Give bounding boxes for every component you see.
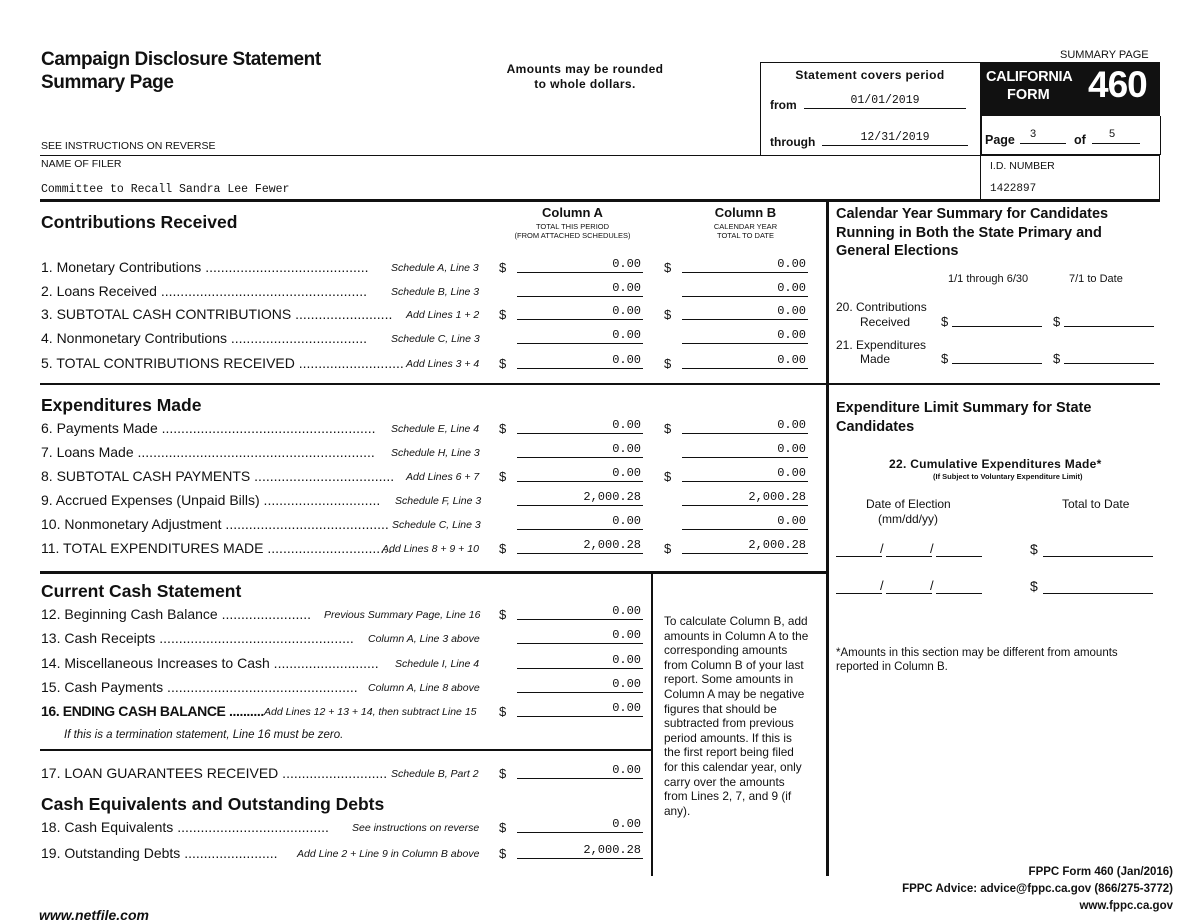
column-a-value: 2,000.28 [583,538,641,552]
column-a-value: 0.00 [612,418,641,432]
amount-line [682,481,808,482]
equivalents-heading: Cash Equivalents and Outstanding Debts [41,794,385,814]
column-a-value: 0.00 [612,653,641,667]
amount-line [517,643,643,644]
form-state: CALIFORNIA [986,69,1073,85]
row-reference: Add Lines 8 + 9 + 10 [382,543,479,555]
note-line: from Lines 2, 7, and 9 (if [664,789,792,804]
row20-col1-line [952,326,1042,327]
note-line: corresponding amounts [664,643,788,658]
contrib-bottom-rule [40,383,1160,385]
note-line: any). [664,803,691,818]
total-line [1043,556,1153,557]
limit-note-line1: *Amounts in this section may be different from amounts [836,647,1118,659]
amount-line [517,668,643,669]
column-a-value: 0.00 [612,701,641,715]
amount-line [682,553,808,554]
row-reference: Column A, Line 3 above [368,633,480,645]
dollar-sign: $ [664,307,672,322]
calendar-col2-label: 7/1 to Date [1069,273,1123,285]
row-label: 11. TOTAL EXPENDITURES MADE ................................ [41,540,392,556]
dollar-sign: $ [664,260,672,275]
column-b-value: 0.00 [777,328,806,342]
row-label: 3. SUBTOTAL CASH CONTRIBUTIONS ......................... [41,306,393,322]
cash-bottom-rule [40,749,652,751]
column-a-value: 0.00 [612,604,641,618]
row-label: 5. TOTAL CONTRIBUTIONS RECEIVED ........................... [41,355,404,371]
netfile-link[interactable]: www.netfile.com [39,907,149,923]
item-22-sub: (If Subject to Voluntary Expenditure Limit) [933,472,1083,481]
row20-label-b: Received [860,315,911,329]
row-label: 13. Cash Receipts .................................................. [41,630,354,646]
row20-label-a: 20. Contributions [836,300,927,314]
exp-bottom-rule [40,571,828,574]
dollar-sign: $ [1030,541,1038,557]
amount-line [682,319,808,320]
row-reference: Add Lines 3 + 4 [406,358,480,370]
row-reference: Schedule B, Line 3 [391,286,480,298]
column-b-value: 0.00 [777,353,806,367]
column-b-value: 0.00 [777,281,806,295]
through-line [822,145,968,146]
through-label: through [770,135,816,149]
through-date: 12/31/2019 [860,131,930,144]
column-b-value: 0.00 [777,442,806,456]
amount-line [517,778,643,779]
row-label: 9. Accrued Expenses (Unpaid Bills) .............................. [41,492,381,508]
from-line [804,108,966,109]
note-divider [651,572,653,876]
page-total: 5 [1108,129,1116,141]
note-line: amounts in Column A to the [664,628,809,643]
row21-col2-line [1064,363,1154,364]
row-reference: See instructions on reverse [352,822,480,834]
date-slash: / [930,541,934,556]
see-instructions: SEE INSTRUCTIONS ON REVERSE [41,140,216,152]
expenditures-heading: Expenditures Made [41,395,202,415]
dollar-sign: $ [499,307,507,322]
row-label: 16. ENDING CASH BALANCE .......... [41,703,264,719]
note-line: for this calendar year, only [664,759,802,774]
fppc-website: www.fppc.ca.gov [1079,900,1173,912]
dollar-sign: $ [499,260,507,275]
item-22-label: 22. Cumulative Expenditures Made* [889,457,1102,471]
form-title-line2: Summary Page [41,72,174,93]
row-reference: Add Lines 6 + 7 [406,471,480,483]
date-line [936,593,982,594]
calendar-heading [836,205,1108,261]
row21-col1-line [952,363,1042,364]
amount-line [682,505,808,506]
column-b-title: Column B [714,205,777,220]
period-label: Statement covers period [795,68,945,82]
amount-line [517,505,643,506]
total-to-date-label: Total to Date [1062,497,1130,511]
row-label: 15. Cash Payments ................................................. [41,679,358,695]
date-slash: / [930,578,934,593]
column-a-sub2: (FROM ATTACHED SCHEDULES) [514,231,631,240]
dollar-sign: $ [664,469,672,484]
dollar-sign: $ [499,766,507,781]
rounding-note-line1: Amounts may be rounded [506,62,664,76]
dollar-sign: $ [1053,314,1061,329]
column-b-sub1: CALENDAR YEAR [713,222,778,231]
column-a-value: 0.00 [612,514,641,528]
dollar-sign: $ [664,541,672,556]
right-panel-divider [826,200,829,876]
note-line: subtracted from previous [664,716,794,731]
page-line [1020,143,1066,144]
amount-line [517,553,643,554]
dollar-sign: $ [1030,578,1038,594]
summary-page-label: SUMMARY PAGE [1060,49,1149,61]
note-line: report. Some amounts in [664,672,794,687]
amount-line [517,481,643,482]
column-b-value: 0.00 [777,466,806,480]
column-a-value: 0.00 [612,817,641,831]
limit-heading-line: Candidates [836,418,915,435]
row-label: 1. Monetary Contributions .......................................... [41,259,369,275]
column-a-value: 0.00 [612,628,641,642]
column-b-value: 0.00 [777,514,806,528]
from-label: from [770,98,797,112]
row-reference: Add Lines 12 + 13 + 14, then subtract Line 15 [264,706,477,718]
termination-note: If this is a termination statement, Line 16 must be zero. [64,729,344,741]
dollar-sign: $ [499,704,507,719]
amount-line [682,296,808,297]
row-label: 4. Nonmonetary Contributions ................................... [41,330,368,346]
row-reference: Add Line 2 + Line 9 in Column B above [297,848,480,860]
amount-line [517,296,643,297]
dollar-sign: $ [499,820,507,835]
row-reference: Schedule H, Line 3 [391,447,480,459]
date-line [886,593,932,594]
of-line [1092,143,1140,144]
fppc-form-id: FPPC Form 460 (Jan/2016) [1028,866,1173,878]
row-label: 12. Beginning Cash Balance ....................... [41,606,312,622]
amount-line [517,457,643,458]
page-label: Page [985,133,1015,147]
limit-heading-line: Expenditure Limit Summary for State [836,400,1092,416]
id-divider [980,154,981,200]
row21-label-a: 21. Expenditures [836,338,927,352]
id-number: 1422897 [990,183,1037,195]
column-a-sub1: TOTAL THIS PERIOD [535,222,610,231]
row-reference: Schedule B, Part 2 [391,768,479,780]
column-b-value: 0.00 [777,304,806,318]
column-a-value: 2,000.28 [583,490,641,504]
column-b-value: 2,000.28 [748,490,806,504]
amount-line [517,343,643,344]
note-line: period amounts. If this is [664,730,792,745]
row-reference: Schedule C, Line 3 [391,333,480,345]
note-line: carry over the amounts [664,774,785,789]
note-line: the first report being filed [664,745,794,760]
dollar-sign: $ [664,356,672,371]
row-label: 14. Miscellaneous Increases to Cash ........................... [41,655,379,671]
id-label: I.D. NUMBER [990,160,1055,172]
row21-label-b: Made [860,352,891,366]
page-number: 3 [1029,129,1037,141]
dollar-sign: $ [499,541,507,556]
amount-line [517,433,643,434]
filer-name: Committee to Recall Sandra Lee Fewer [41,183,290,196]
amount-line [682,529,808,530]
amount-line [517,272,643,273]
column-a-value: 0.00 [612,353,641,367]
dollar-sign: $ [499,356,507,371]
row-reference: Schedule F, Line 3 [395,495,482,507]
amount-line [682,433,808,434]
amount-line [682,272,808,273]
column-b-value: 2,000.28 [748,538,806,552]
from-date: 01/01/2019 [850,94,920,107]
row-label: 8. SUBTOTAL CASH PAYMENTS .................................... [41,468,395,484]
form-number: 460 [1088,64,1147,105]
note-line: from Column B of your last [664,657,804,672]
row-label: 17. LOAN GUARANTEES RECEIVED ........................... [41,765,388,781]
column-a-value: 2,000.28 [583,843,641,857]
id-right-border [1159,154,1160,200]
calendar-heading-line: Running in Both the State Primary and [836,224,1102,241]
amount-line [517,858,643,859]
column-a-title: Column A [542,205,603,220]
dollar-sign: $ [1053,351,1061,366]
amount-line [517,832,643,833]
date-line [836,556,882,557]
row-label: 6. Payments Made ....................................................... [41,420,376,436]
note-line: To calculate Column B, add [664,614,808,628]
row-reference: Add Lines 1 + 2 [406,309,480,321]
date-line [886,556,932,557]
dollar-sign: $ [499,421,507,436]
row-label: 19. Outstanding Debts ........................ [41,845,278,861]
form-title-line1: Campaign Disclosure Statement [41,49,321,70]
amount-line [682,457,808,458]
dollar-sign: $ [941,314,949,329]
of-label: of [1074,133,1086,147]
row-reference: Previous Summary Page, Line 16 [324,609,481,621]
row-label: 18. Cash Equivalents ....................................... [41,819,329,835]
row-reference: Column A, Line 8 above [368,682,480,694]
amount-line [517,368,643,369]
calendar-heading-line: Calendar Year Summary for Candidates [836,206,1109,222]
amount-line [517,692,643,693]
date-format-label: (mm/dd/yy) [878,512,938,526]
column-b-instructions [664,614,824,818]
column-a-value: 0.00 [612,466,641,480]
rounding-note-line2: to whole dollars. [534,77,636,91]
note-line: figures that should be [664,701,777,716]
amount-line [517,716,643,717]
amount-line [517,319,643,320]
row-label: 7. Loans Made ............................................................. [41,444,375,460]
date-line [936,556,982,557]
date-line [836,593,882,594]
row-label: 2. Loans Received ..................................................... [41,283,368,299]
column-a-value: 0.00 [612,257,641,271]
column-a-value: 0.00 [612,328,641,342]
dollar-sign: $ [664,421,672,436]
column-a-value: 0.00 [612,281,641,295]
column-a-value: 0.00 [612,677,641,691]
dollar-sign: $ [499,607,507,622]
amount-line [517,619,643,620]
amount-line [682,368,808,369]
limit-heading [836,399,1091,436]
dollar-sign: $ [941,351,949,366]
filer-label: NAME OF FILER [41,158,122,170]
column-b-value: 0.00 [777,418,806,432]
column-a-value: 0.00 [612,763,641,777]
row-reference: Schedule C, Line 3 [392,519,481,531]
row-reference: Schedule I, Line 4 [395,658,480,670]
amount-line [682,343,808,344]
column-a-value: 0.00 [612,442,641,456]
row-reference: Schedule E, Line 4 [391,423,480,435]
date-slash: / [880,541,884,556]
column-a-value: 0.00 [612,304,641,318]
date-of-election-label: Date of Election [866,497,951,511]
row20-col2-line [1064,326,1154,327]
total-line [1043,593,1153,594]
filer-top-line [40,155,1160,156]
column-b-value: 0.00 [777,257,806,271]
column-b-sub2: TOTAL TO DATE [717,231,774,240]
date-slash: / [880,578,884,593]
amount-line [517,529,643,530]
note-line: Column A may be negative [664,686,805,701]
cash-heading: Current Cash Statement [41,581,242,601]
form-word: FORM [1007,87,1050,103]
row-label: 10. Nonmonetary Adjustment .......................................... [41,516,389,532]
calendar-col1-label: 1/1 through 6/30 [948,273,1029,285]
contributions-heading: Contributions Received [41,212,238,232]
dollar-sign: $ [499,469,507,484]
main-top-rule [40,199,1160,202]
dollar-sign: $ [499,846,507,861]
calendar-heading-line: General Elections [836,243,959,259]
row-reference: Schedule A, Line 3 [391,262,479,274]
limit-note-line2: reported in Column B. [836,661,948,673]
fppc-advice: FPPC Advice: advice@fppc.ca.gov (866/275-3772) [902,883,1173,895]
